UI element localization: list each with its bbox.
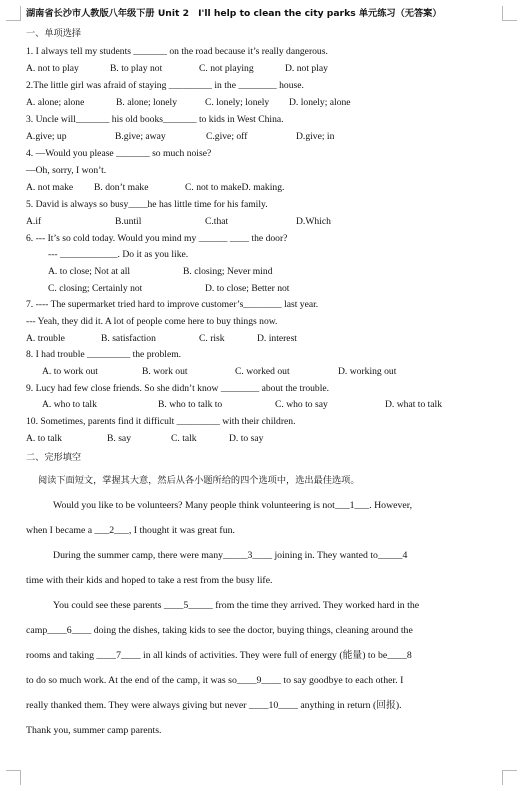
- passage-line-8: to do so much work. At the end of the camp, it was so____9____ to say goodbye to each other. I: [26, 675, 404, 686]
- question-6-stem: 6. --- It’s so cold today. Would you mind my ______ ____ the door?: [26, 233, 288, 244]
- question-10-stem: 10. Sometimes, parents find it difficult _________ with their children.: [26, 416, 296, 427]
- question-6-option-b: B. closing; Never mind: [183, 266, 273, 277]
- question-7-option-d: D. interest: [257, 333, 297, 344]
- passage-line-10: Thank you, summer camp parents.: [26, 725, 162, 736]
- question-5-stem: 5. David is always so busy____he has little time for his family.: [26, 199, 268, 210]
- question-3-stem: 3. Uncle will_______ his old books_______ to kids in West China.: [26, 114, 284, 125]
- passage-line-5: You could see these parents ____5_____ from the time they arrived. They worked hard in the: [53, 600, 420, 611]
- cloze-instruction: 阅读下面短文，掌握其大意，然后从各小题所给的四个选项中，选出最佳选项。: [38, 475, 360, 486]
- question-3-option-c: C.give; off: [206, 131, 248, 142]
- question-4-option-c: C. not to makeD. making.: [185, 182, 285, 193]
- question-6-option-d: D. to close; Better not: [205, 283, 290, 294]
- question-2-stem: 2.The little girl was afraid of staying _________ in the ________ house.: [26, 80, 304, 91]
- question-1-option-a: A. not to play: [26, 63, 79, 74]
- question-7-option-a: A. trouble: [26, 333, 65, 344]
- crop-mark-bottom-left: [6, 770, 21, 785]
- question-3-option-b: B.give; away: [115, 131, 166, 142]
- question-1-option-b: B. to play not: [110, 63, 163, 74]
- question-5-option-c: C.that: [205, 216, 229, 227]
- question-10-option-c: C. talk: [171, 433, 197, 444]
- question-6-option-c: C. closing; Certainly not: [48, 283, 143, 294]
- passage-line-7: rooms and taking ____7____ in all kinds of activities. They were full of energy (能量) to be____8: [26, 650, 412, 661]
- passage-line-9: really thanked them. They were always giving but never ____10____ anything in return (回报).: [26, 700, 402, 711]
- question-1-option-c: C. not playing: [199, 63, 254, 74]
- question-2-option-b: B. alone; lonely: [116, 97, 178, 108]
- passage-line-6: camp____6____ doing the dishes, taking kids to see the doctor, buying things, cleaning around the: [26, 625, 413, 636]
- question-8-option-b: B. work out: [142, 366, 188, 377]
- crop-mark-top-right: [502, 6, 517, 21]
- passage-line-4: time with their kids and hoped to take a rest from the busy life.: [26, 575, 273, 586]
- question-9-stem: 9. Lucy had few close friends. So she didn’t know ________ about the trouble.: [26, 383, 330, 394]
- question-1-stem: 1. I always tell my students _______ on the road because it’s really dangerous.: [26, 46, 328, 57]
- question-8-option-d: D. working out: [338, 366, 397, 377]
- passage-line-2: when I became a ___2___, I thought it was great fun.: [26, 525, 235, 536]
- question-7-option-c: C. risk: [199, 333, 225, 344]
- question-5-option-a: A.if: [26, 216, 42, 227]
- question-2-option-d: D. lonely; alone: [289, 97, 351, 108]
- question-3-option-a: A.give; up: [26, 131, 67, 142]
- question-10-option-d: D. to say: [229, 433, 264, 444]
- question-5-option-d: D.Which: [296, 216, 331, 227]
- question-4-stem: 4. —Would you please _______ so much noise?: [26, 148, 212, 159]
- question-9-option-a: A. who to talk: [42, 399, 97, 410]
- question-1-option-d: D. not play: [285, 63, 328, 74]
- question-3-option-d: D.give; in: [296, 131, 335, 142]
- question-4-option-b: B. don’t make: [94, 182, 149, 193]
- question-5-option-b: B.until: [115, 216, 142, 227]
- question-2-option-c: C. lonely; lonely: [205, 97, 270, 108]
- question-2-option-a: A. alone; alone: [26, 97, 85, 108]
- question-6-reply: --- ____________. Do it as you like.: [48, 249, 189, 260]
- document-title: 湖南省长沙市人教版八年级下册 Unit 2 I'll help to clean the city parks 单元练习（无答案）: [26, 8, 442, 19]
- question-10-option-b: B. say: [107, 433, 131, 444]
- crop-mark-top-left: [6, 6, 21, 21]
- question-8-option-c: C. worked out: [235, 366, 290, 377]
- question-4-option-a: A. not make: [26, 182, 74, 193]
- question-9-option-b: B. who to talk to: [158, 399, 223, 410]
- question-9-option-c: C. who to say: [275, 399, 328, 410]
- question-7-reply: --- Yeah, they did it. A lot of people come here to buy things now.: [26, 316, 278, 327]
- section-heading-cloze: 二、完形填空: [26, 452, 82, 463]
- passage-line-3: During the summer camp, there were many_____3____ joining in. They wanted to_____4: [53, 550, 408, 561]
- question-7-option-b: B. satisfaction: [101, 333, 156, 344]
- question-8-stem: 8. I had trouble _________ the problem.: [26, 349, 182, 360]
- section-heading-choice: 一、单项选择: [26, 28, 82, 39]
- question-4-reply: —Oh, sorry, I won’t.: [26, 165, 107, 176]
- question-8-option-a: A. to work out: [42, 366, 98, 377]
- question-10-option-a: A. to talk: [26, 433, 62, 444]
- crop-mark-bottom-right: [502, 770, 517, 785]
- passage-line-1: Would you like to be volunteers? Many people think volunteering is not___1___. However,: [53, 500, 413, 511]
- question-6-option-a: A. to close; Not at all: [48, 266, 131, 277]
- question-9-option-d: D. what to talk: [385, 399, 443, 410]
- question-7-stem: 7. ---- The supermarket tried hard to improve customer’s________ last year.: [26, 299, 319, 310]
